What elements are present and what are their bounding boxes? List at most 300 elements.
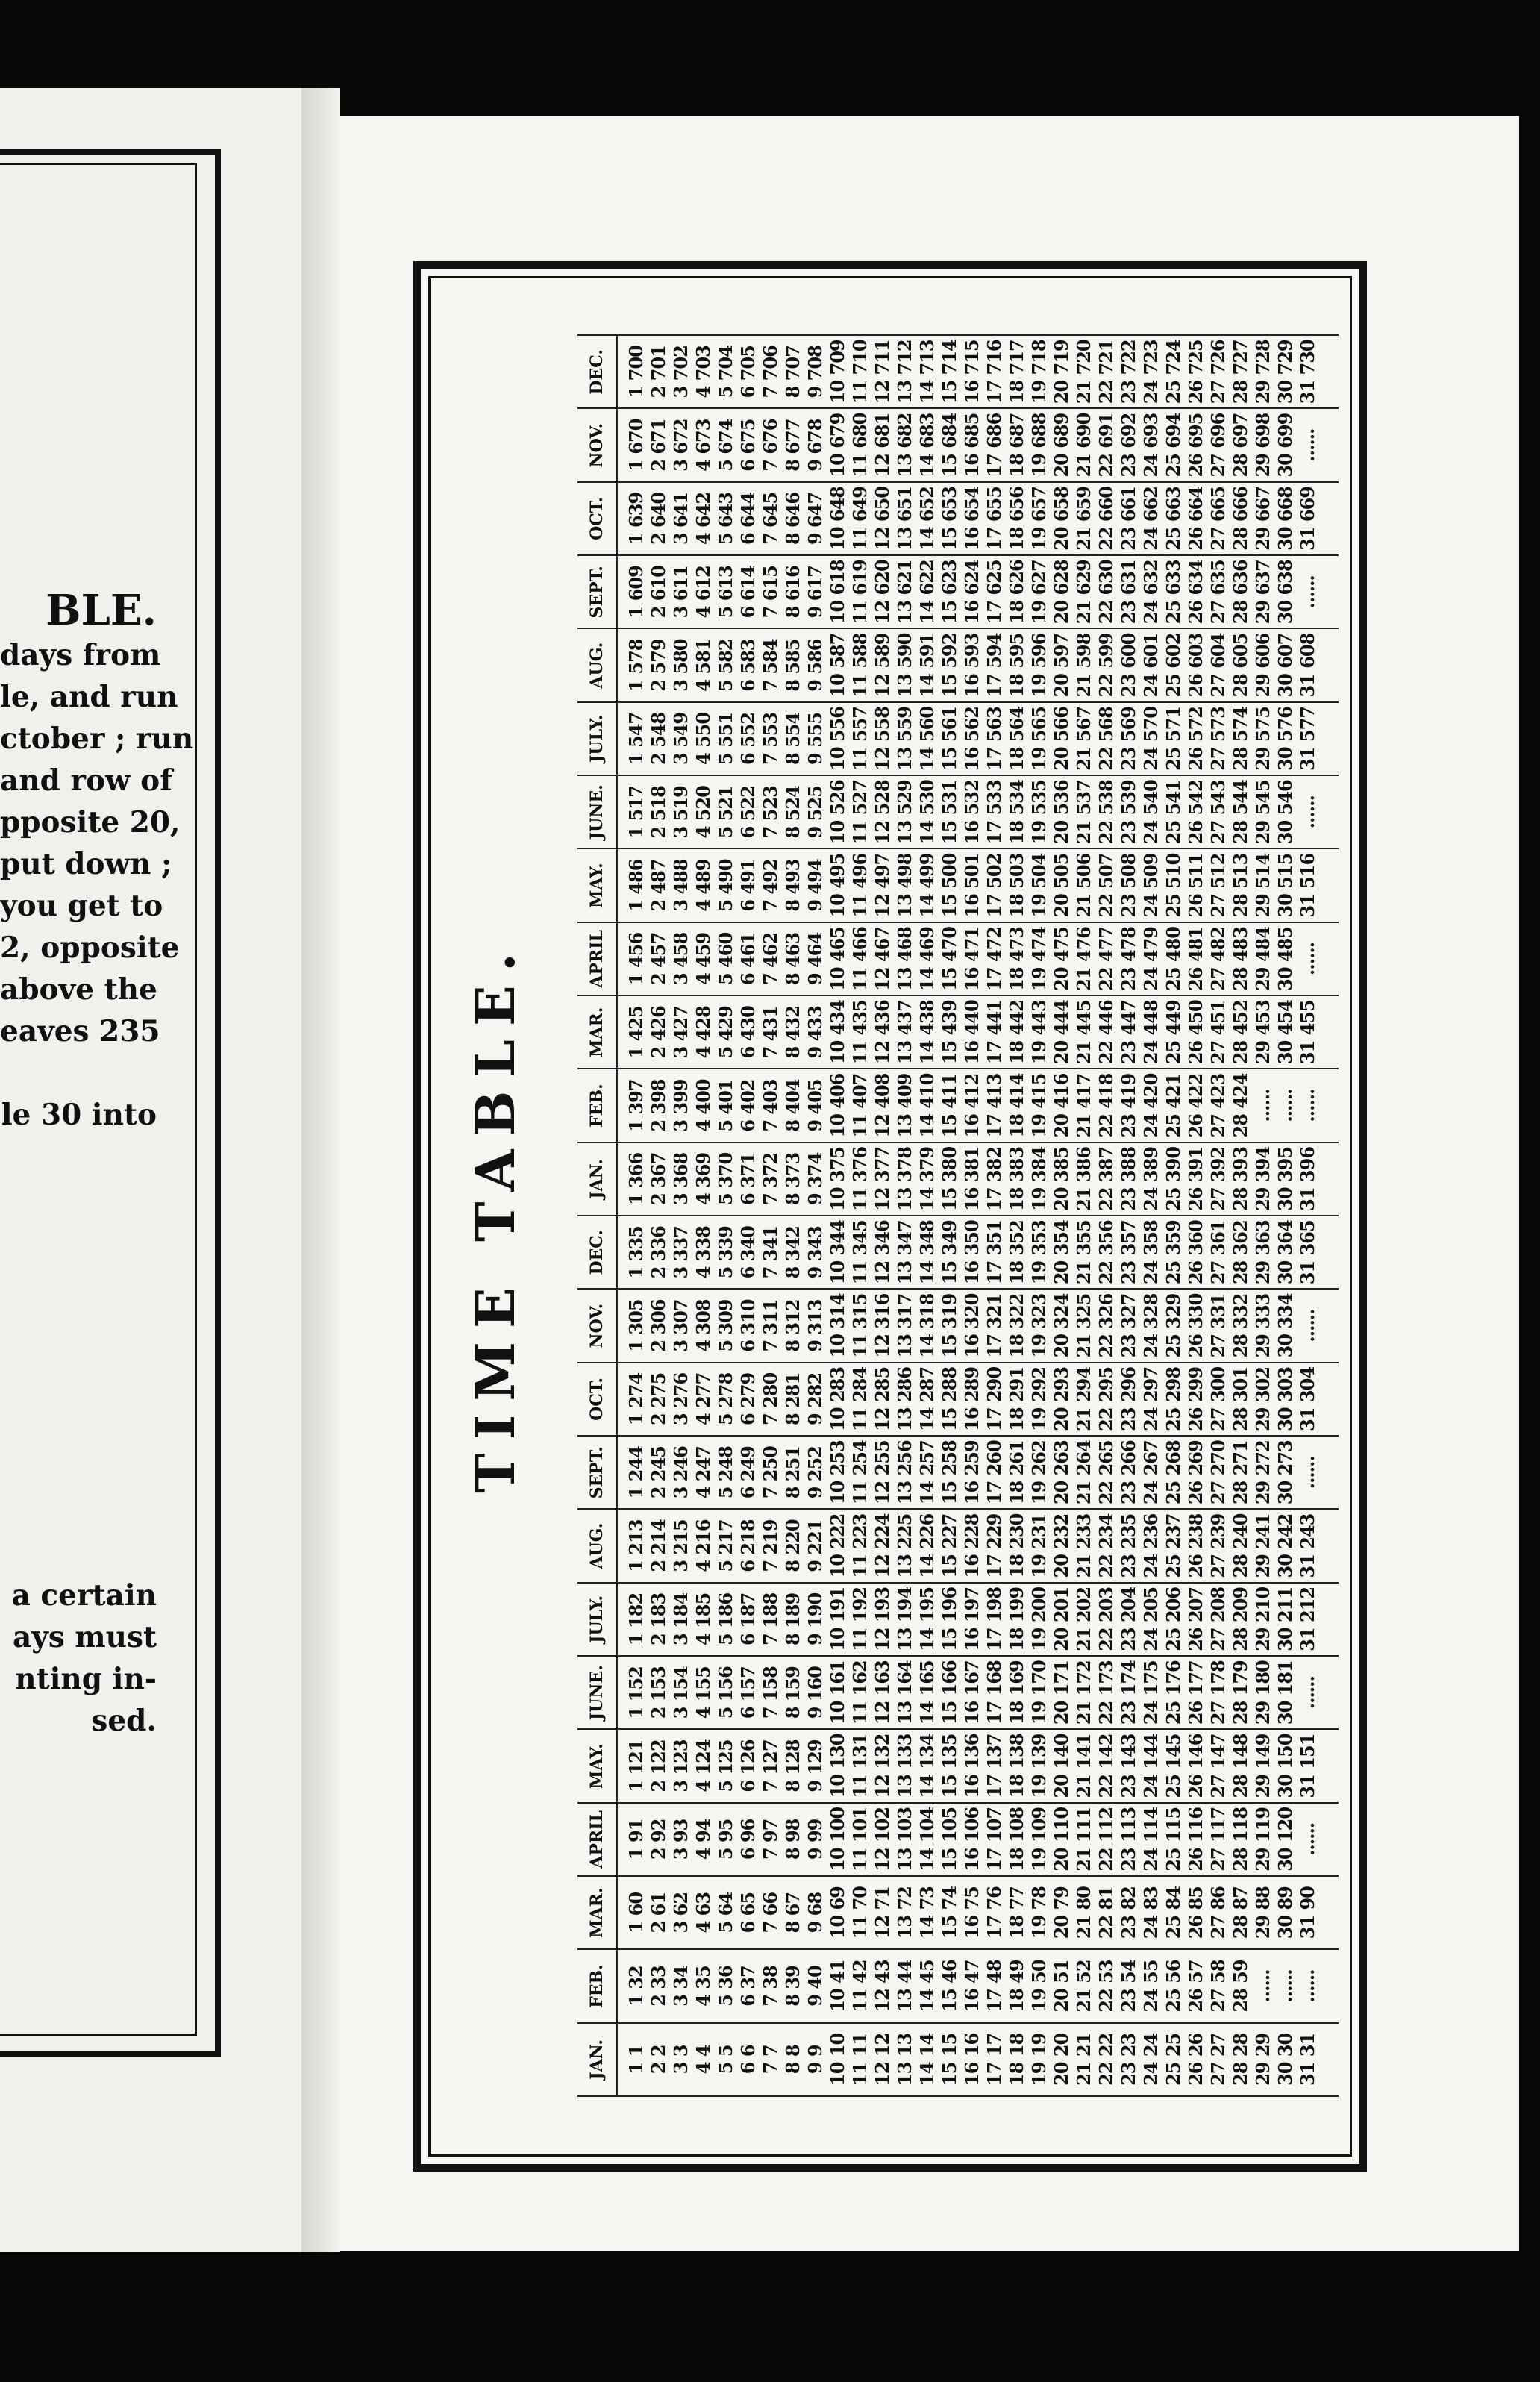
- day-cell: 31 577: [1297, 707, 1318, 771]
- day-cell: 23 569: [1118, 707, 1139, 771]
- day-cell: 30 30: [1274, 2033, 1296, 2086]
- day-cell: ......: [1274, 1089, 1296, 1122]
- day-cell: 22 418: [1095, 1073, 1117, 1138]
- month-column: [578, 1655, 1339, 1728]
- day-cell: 6 187: [737, 1592, 759, 1645]
- day-cell: 9 190: [804, 1592, 826, 1645]
- month-column: [578, 554, 1339, 628]
- day-cell: 23 539: [1118, 780, 1139, 845]
- day-cell: 28 393: [1230, 1146, 1251, 1211]
- day-cell: 8 463: [782, 932, 804, 985]
- day-cell: 9 678: [804, 419, 826, 472]
- month-column: [578, 1875, 1339, 1948]
- day-cell: 8 189: [782, 1592, 804, 1645]
- day-cell: 13 621: [894, 560, 915, 625]
- day-cell: 26 422: [1185, 1073, 1206, 1138]
- day-cell: 23 722: [1118, 340, 1139, 404]
- month-header: SEPT.: [578, 556, 618, 628]
- day-cell: 17 48: [983, 1960, 1005, 2013]
- day-cell: 5 125: [715, 1739, 736, 1792]
- day-cell: 27 392: [1207, 1146, 1229, 1211]
- day-cell: 9 494: [804, 859, 826, 912]
- month-days: [618, 629, 1319, 701]
- month-column: [578, 701, 1339, 775]
- day-cell: 15 592: [939, 633, 960, 698]
- day-cell: 17 686: [983, 413, 1005, 478]
- day-cell: 24 144: [1140, 1734, 1162, 1798]
- month-header: JULY.: [578, 1584, 618, 1655]
- day-cell: 14 226: [916, 1513, 938, 1578]
- day-cell: 21 111: [1073, 1807, 1095, 1872]
- day-cell: 13 682: [894, 413, 915, 478]
- day-cell: 30 576: [1274, 707, 1296, 771]
- day-cell: 21 325: [1073, 1293, 1095, 1358]
- day-cell: 2 610: [648, 566, 669, 619]
- day-cell: 24 114: [1140, 1807, 1162, 1872]
- day-cell: 10 10: [827, 2033, 848, 2086]
- day-cell: 12 650: [871, 487, 893, 551]
- month-days: [618, 703, 1319, 775]
- month-column: [578, 922, 1339, 995]
- day-cell: 14 195: [916, 1587, 938, 1651]
- day-cell: 1 1: [625, 2045, 647, 2075]
- day-cell: 25 359: [1162, 1220, 1184, 1285]
- month-days: [618, 1143, 1319, 1215]
- day-cell: 25 115: [1162, 1807, 1184, 1872]
- day-cell: ......: [1297, 1309, 1318, 1342]
- day-cell: 6 644: [737, 492, 759, 546]
- month-days: [618, 1804, 1319, 1875]
- month-days: [618, 776, 1319, 848]
- day-cell: 11 680: [849, 413, 871, 478]
- day-cell: 19 627: [1028, 560, 1050, 625]
- day-cell: 2 153: [648, 1666, 669, 1719]
- day-cell: 29 333: [1252, 1293, 1274, 1358]
- day-cell: 10 283: [827, 1366, 848, 1431]
- left-page-line: sed.: [91, 1704, 157, 1738]
- day-cell: 23 54: [1118, 1960, 1139, 2013]
- day-cell: 6 371: [737, 1152, 759, 1205]
- day-cell: 25 571: [1162, 707, 1184, 771]
- day-cell: 24 389: [1140, 1146, 1162, 1211]
- day-cell: 27 361: [1207, 1220, 1229, 1285]
- day-cell: 14 287: [916, 1366, 938, 1431]
- day-cell: 25 602: [1162, 633, 1184, 698]
- day-cell: 20 689: [1051, 413, 1072, 478]
- day-cell: 19 109: [1028, 1807, 1050, 1872]
- month-days: [618, 1216, 1319, 1288]
- day-cell: 30 699: [1274, 413, 1296, 478]
- day-cell: 6 430: [737, 1006, 759, 1059]
- day-cell: 1 425: [625, 1006, 647, 1059]
- day-cell: 10 344: [827, 1220, 848, 1285]
- day-cell: 8 524: [782, 786, 804, 839]
- day-cell: 29 453: [1252, 1000, 1274, 1065]
- day-cell: 23 82: [1118, 1886, 1139, 1939]
- day-cell: 5 339: [715, 1226, 736, 1279]
- day-cell: 6 491: [737, 859, 759, 912]
- day-cell: 24 236: [1140, 1513, 1162, 1578]
- day-cell: 28 727: [1230, 340, 1251, 404]
- day-cell: 27 512: [1207, 853, 1229, 918]
- day-cell: 11 649: [849, 487, 871, 551]
- day-cell: 19 262: [1028, 1440, 1050, 1505]
- day-cell: 29 514: [1252, 853, 1274, 918]
- day-cell: 20 201: [1051, 1587, 1072, 1651]
- day-cell: 13 651: [894, 487, 915, 551]
- day-cell: 29 29: [1252, 2033, 1274, 2086]
- month-days: [618, 556, 1319, 628]
- day-cell: 2 398: [648, 1079, 669, 1132]
- day-cell: 16 624: [961, 560, 983, 625]
- day-cell: 29 302: [1252, 1366, 1274, 1431]
- day-cell: 25 237: [1162, 1513, 1184, 1578]
- day-cell: 5 613: [715, 566, 736, 619]
- day-cell: 28 513: [1230, 853, 1251, 918]
- month-days: [618, 923, 1319, 995]
- left-page-line: days from: [0, 638, 161, 672]
- day-cell: 12 316: [871, 1293, 893, 1358]
- day-cell: 3 246: [670, 1446, 692, 1499]
- day-cell: 29 575: [1252, 707, 1274, 771]
- day-cell: 30 364: [1274, 1220, 1296, 1285]
- day-cell: 28 87: [1230, 1886, 1251, 1939]
- day-cell: 6 279: [737, 1372, 759, 1425]
- day-cell: 26 450: [1185, 1000, 1206, 1065]
- day-cell: 5 64: [715, 1892, 736, 1934]
- day-cell: 6 6: [737, 2045, 759, 2075]
- day-cell: 1 366: [625, 1152, 647, 1205]
- day-cell: 3 337: [670, 1226, 692, 1279]
- day-cell: 22 295: [1095, 1366, 1117, 1431]
- day-cell: ......: [1297, 1676, 1318, 1710]
- day-cell: 13 317: [894, 1293, 915, 1358]
- day-cell: 9 405: [804, 1079, 826, 1132]
- day-cell: 22 81: [1095, 1886, 1117, 1939]
- day-cell: 18 261: [1006, 1440, 1027, 1505]
- day-cell: 20 354: [1051, 1220, 1072, 1285]
- day-cell: 6 126: [737, 1739, 759, 1792]
- day-cell: 3 3: [670, 2045, 692, 2075]
- day-cell: 20 628: [1051, 560, 1072, 625]
- day-cell: 24 601: [1140, 633, 1162, 698]
- day-cell: 26 299: [1185, 1366, 1206, 1431]
- day-cell: 8 220: [782, 1519, 804, 1572]
- day-cell: 27 543: [1207, 780, 1229, 845]
- day-cell: 27 573: [1207, 707, 1229, 771]
- day-cell: 19 688: [1028, 413, 1050, 478]
- day-cell: 17 17: [983, 2033, 1005, 2086]
- day-cell: 25 480: [1162, 926, 1184, 991]
- day-cell: 14 652: [916, 487, 938, 551]
- day-cell: 4 63: [692, 1892, 714, 1934]
- day-cell: 24 632: [1140, 560, 1162, 625]
- day-cell: 11 192: [849, 1587, 871, 1651]
- day-cell: 26 57: [1185, 1960, 1206, 2013]
- day-cell: 3 427: [670, 1006, 692, 1059]
- day-cell: ......: [1297, 1822, 1318, 1856]
- day-cell: 15 500: [939, 853, 960, 918]
- day-cell: 25 633: [1162, 560, 1184, 625]
- day-cell: 7 584: [760, 639, 781, 692]
- day-cell: 18 291: [1006, 1366, 1027, 1431]
- day-cell: 4 338: [692, 1226, 714, 1279]
- day-cell: 23 235: [1118, 1513, 1139, 1578]
- day-cell: 27 451: [1207, 1000, 1229, 1065]
- day-cell: 2 214: [648, 1519, 669, 1572]
- day-cell: 10 526: [827, 780, 848, 845]
- day-cell: 3 672: [670, 419, 692, 472]
- day-cell: 20 232: [1051, 1513, 1072, 1578]
- day-cell: 8 585: [782, 639, 804, 692]
- day-cell: 2 336: [648, 1226, 669, 1279]
- day-cell: 13 44: [894, 1960, 915, 2013]
- day-cell: 22 507: [1095, 853, 1117, 918]
- day-cell: 29 637: [1252, 560, 1274, 625]
- day-cell: 14 683: [916, 413, 938, 478]
- day-cell: 11 42: [849, 1960, 871, 2013]
- day-cell: 12 681: [871, 413, 893, 478]
- day-cell: 30 242: [1274, 1513, 1296, 1578]
- day-cell: 21 294: [1073, 1366, 1095, 1431]
- month-days: [618, 1730, 1319, 1801]
- day-cell: 21 476: [1073, 926, 1095, 991]
- day-cell: 29 180: [1252, 1660, 1274, 1725]
- day-cell: 15 684: [939, 413, 960, 478]
- day-cell: 11 11: [849, 2033, 871, 2086]
- day-cell: 8 312: [782, 1299, 804, 1352]
- day-cell: 10 161: [827, 1660, 848, 1725]
- day-cell: 9 160: [804, 1666, 826, 1719]
- day-cell: 18 687: [1006, 413, 1027, 478]
- day-cell: 21 233: [1073, 1513, 1095, 1578]
- day-cell: 28 362: [1230, 1220, 1251, 1285]
- day-cell: 3 399: [670, 1079, 692, 1132]
- day-cell: 12 408: [871, 1073, 893, 1138]
- day-cell: 23 113: [1118, 1807, 1139, 1872]
- day-cell: 13 409: [894, 1073, 915, 1138]
- day-cell: 23 174: [1118, 1660, 1139, 1725]
- day-cell: 13 437: [894, 1000, 915, 1065]
- day-cell: 16 440: [961, 1000, 983, 1065]
- day-cell: 27 635: [1207, 560, 1229, 625]
- month-header: AUG.: [578, 629, 618, 701]
- month-header: MAY.: [578, 849, 618, 921]
- month-column: [578, 1728, 1339, 1801]
- day-cell: 27 300: [1207, 1366, 1229, 1431]
- month-column: [578, 1435, 1339, 1508]
- day-cell: 15 227: [939, 1513, 960, 1578]
- day-cell: 4 185: [692, 1592, 714, 1645]
- day-cell: 15 74: [939, 1886, 960, 1939]
- day-cell: 16 167: [961, 1660, 983, 1725]
- day-cell: 7 66: [760, 1892, 781, 1934]
- day-cell: 17 382: [983, 1146, 1005, 1211]
- day-cell: 24 420: [1140, 1073, 1162, 1138]
- day-cell: 17 351: [983, 1220, 1005, 1285]
- day-cell: 12 528: [871, 780, 893, 845]
- day-cell: 14 410: [916, 1073, 938, 1138]
- day-cell: 17 168: [983, 1660, 1005, 1725]
- day-cell: 21 690: [1073, 413, 1095, 478]
- day-cell: 15 714: [939, 340, 960, 404]
- day-cell: 2 122: [648, 1739, 669, 1792]
- day-cell: 24 297: [1140, 1366, 1162, 1431]
- day-cell: 30 485: [1274, 926, 1296, 991]
- day-cell: 1 121: [625, 1739, 647, 1792]
- day-cell: 29 606: [1252, 633, 1274, 698]
- day-cell: 5 643: [715, 492, 736, 546]
- day-cell: 22 599: [1095, 633, 1117, 698]
- day-cell: 7 523: [760, 786, 781, 839]
- day-cell: 3 62: [670, 1892, 692, 1934]
- day-cell: 6 340: [737, 1226, 759, 1279]
- month-column: [578, 1362, 1339, 1435]
- day-cell: 7 645: [760, 492, 781, 546]
- day-cell: 26 695: [1185, 413, 1206, 478]
- day-cell: 30 607: [1274, 633, 1296, 698]
- day-cell: 10 618: [827, 560, 848, 625]
- day-cell: 9 68: [804, 1892, 826, 1934]
- day-cell: 14 469: [916, 926, 938, 991]
- day-cell: 17 290: [983, 1366, 1005, 1431]
- day-cell: 7 431: [760, 1006, 781, 1059]
- day-cell: 11 315: [849, 1293, 871, 1358]
- day-cell: 4 520: [692, 786, 714, 839]
- day-cell: 9 40: [804, 1966, 826, 2007]
- day-cell: 17 533: [983, 780, 1005, 845]
- day-cell: 28 240: [1230, 1513, 1251, 1578]
- day-cell: 17 229: [983, 1513, 1005, 1578]
- day-cell: 13 378: [894, 1146, 915, 1211]
- day-cell: 9 647: [804, 492, 826, 546]
- month-column: [578, 775, 1339, 848]
- day-cell: 20 385: [1051, 1146, 1072, 1211]
- day-cell: 27 147: [1207, 1734, 1229, 1798]
- day-cell: 14 73: [916, 1886, 938, 1939]
- day-cell: 23 600: [1118, 633, 1139, 698]
- day-cell: 27 27: [1207, 2033, 1229, 2086]
- day-cell: 31 608: [1297, 633, 1318, 698]
- day-cell: 18 49: [1006, 1960, 1027, 2013]
- day-cell: 7 462: [760, 932, 781, 985]
- day-cell: 19 474: [1028, 926, 1050, 991]
- month-column: [578, 1508, 1339, 1581]
- day-cell: 6 583: [737, 639, 759, 692]
- day-cell: 30 303: [1274, 1366, 1296, 1431]
- day-cell: 27 117: [1207, 1807, 1229, 1872]
- day-cell: 17 260: [983, 1440, 1005, 1505]
- day-cell: 5 95: [715, 1819, 736, 1860]
- day-cell: 16 562: [961, 707, 983, 771]
- month-days: [618, 1363, 1319, 1435]
- day-cell: 19 323: [1028, 1293, 1050, 1358]
- day-cell: 2 183: [648, 1592, 669, 1645]
- left-page-line: BLE.: [46, 586, 157, 635]
- day-cell: 8 98: [782, 1819, 804, 1860]
- day-cell: 28 544: [1230, 780, 1251, 845]
- day-cell: 15 470: [939, 926, 960, 991]
- day-cell: 20 140: [1051, 1734, 1072, 1798]
- day-cell: 20 719: [1051, 340, 1072, 404]
- day-cell: 25 145: [1162, 1734, 1184, 1798]
- day-cell: 30 454: [1274, 1000, 1296, 1065]
- day-cell: 5 5: [715, 2045, 736, 2075]
- day-cell: 27 208: [1207, 1587, 1229, 1651]
- month-column: [578, 1142, 1339, 1215]
- month-days: [618, 409, 1319, 481]
- day-cell: 4 489: [692, 859, 714, 912]
- day-cell: 13 225: [894, 1513, 915, 1578]
- day-cell: 20 566: [1051, 707, 1072, 771]
- day-cell: 31 243: [1297, 1513, 1318, 1578]
- month-days: [618, 1584, 1319, 1655]
- day-cell: 22 568: [1095, 707, 1117, 771]
- day-cell: 15 623: [939, 560, 960, 625]
- day-cell: 6 461: [737, 932, 759, 985]
- day-cell: 23 661: [1118, 487, 1139, 551]
- day-cell: 14 104: [916, 1807, 938, 1872]
- day-cell: 17 655: [983, 487, 1005, 551]
- day-cell: 8 404: [782, 1079, 804, 1132]
- day-cell: 3 580: [670, 639, 692, 692]
- day-cell: 6 218: [737, 1519, 759, 1572]
- day-cell: 25 449: [1162, 1000, 1184, 1065]
- day-cell: 24 662: [1140, 487, 1162, 551]
- day-cell: 26 238: [1185, 1513, 1206, 1578]
- day-cell: 18 626: [1006, 560, 1027, 625]
- day-cell: 18 656: [1006, 487, 1027, 551]
- day-cell: 21 445: [1073, 1000, 1095, 1065]
- day-cell: 19 443: [1028, 1000, 1050, 1065]
- day-cell: 19 565: [1028, 707, 1050, 771]
- book-gutter: [301, 88, 340, 2252]
- day-cell: 15 46: [939, 1960, 960, 2013]
- day-cell: 9 313: [804, 1299, 826, 1352]
- day-cell: 20 444: [1051, 1000, 1072, 1065]
- day-cell: 13 347: [894, 1220, 915, 1285]
- day-cell: 7 97: [760, 1819, 781, 1860]
- day-cell: 27 331: [1207, 1293, 1229, 1358]
- day-cell: 26 26: [1185, 2033, 1206, 2086]
- day-cell: 9 555: [804, 712, 826, 766]
- month-column: [578, 2022, 1339, 2095]
- day-cell: 19 535: [1028, 780, 1050, 845]
- day-cell: 8 8: [782, 2045, 804, 2075]
- day-cell: 18 77: [1006, 1886, 1027, 1939]
- day-cell: 6 675: [737, 419, 759, 472]
- day-cell: 11 345: [849, 1220, 871, 1285]
- day-cell: 1 32: [625, 1966, 647, 2007]
- day-cell: 21 202: [1073, 1587, 1095, 1651]
- day-cell: 5 429: [715, 1006, 736, 1059]
- day-cell: 15 258: [939, 1440, 960, 1505]
- day-cell: ......: [1297, 1969, 1318, 2003]
- day-cell: 30 395: [1274, 1146, 1296, 1211]
- day-cell: ......: [1274, 1969, 1296, 2003]
- day-cell: 28 483: [1230, 926, 1251, 991]
- day-cell: 10 130: [827, 1734, 848, 1798]
- day-cell: 6 65: [737, 1892, 759, 1934]
- day-cell: 19 353: [1028, 1220, 1050, 1285]
- day-cell: 22 173: [1095, 1660, 1117, 1725]
- day-cell: 7 372: [760, 1152, 781, 1205]
- day-cell: 4 155: [692, 1666, 714, 1719]
- day-cell: 13 559: [894, 707, 915, 771]
- day-cell: 2 61: [648, 1892, 669, 1934]
- month-header: JAN.: [578, 1143, 618, 1215]
- day-cell: 24 693: [1140, 413, 1162, 478]
